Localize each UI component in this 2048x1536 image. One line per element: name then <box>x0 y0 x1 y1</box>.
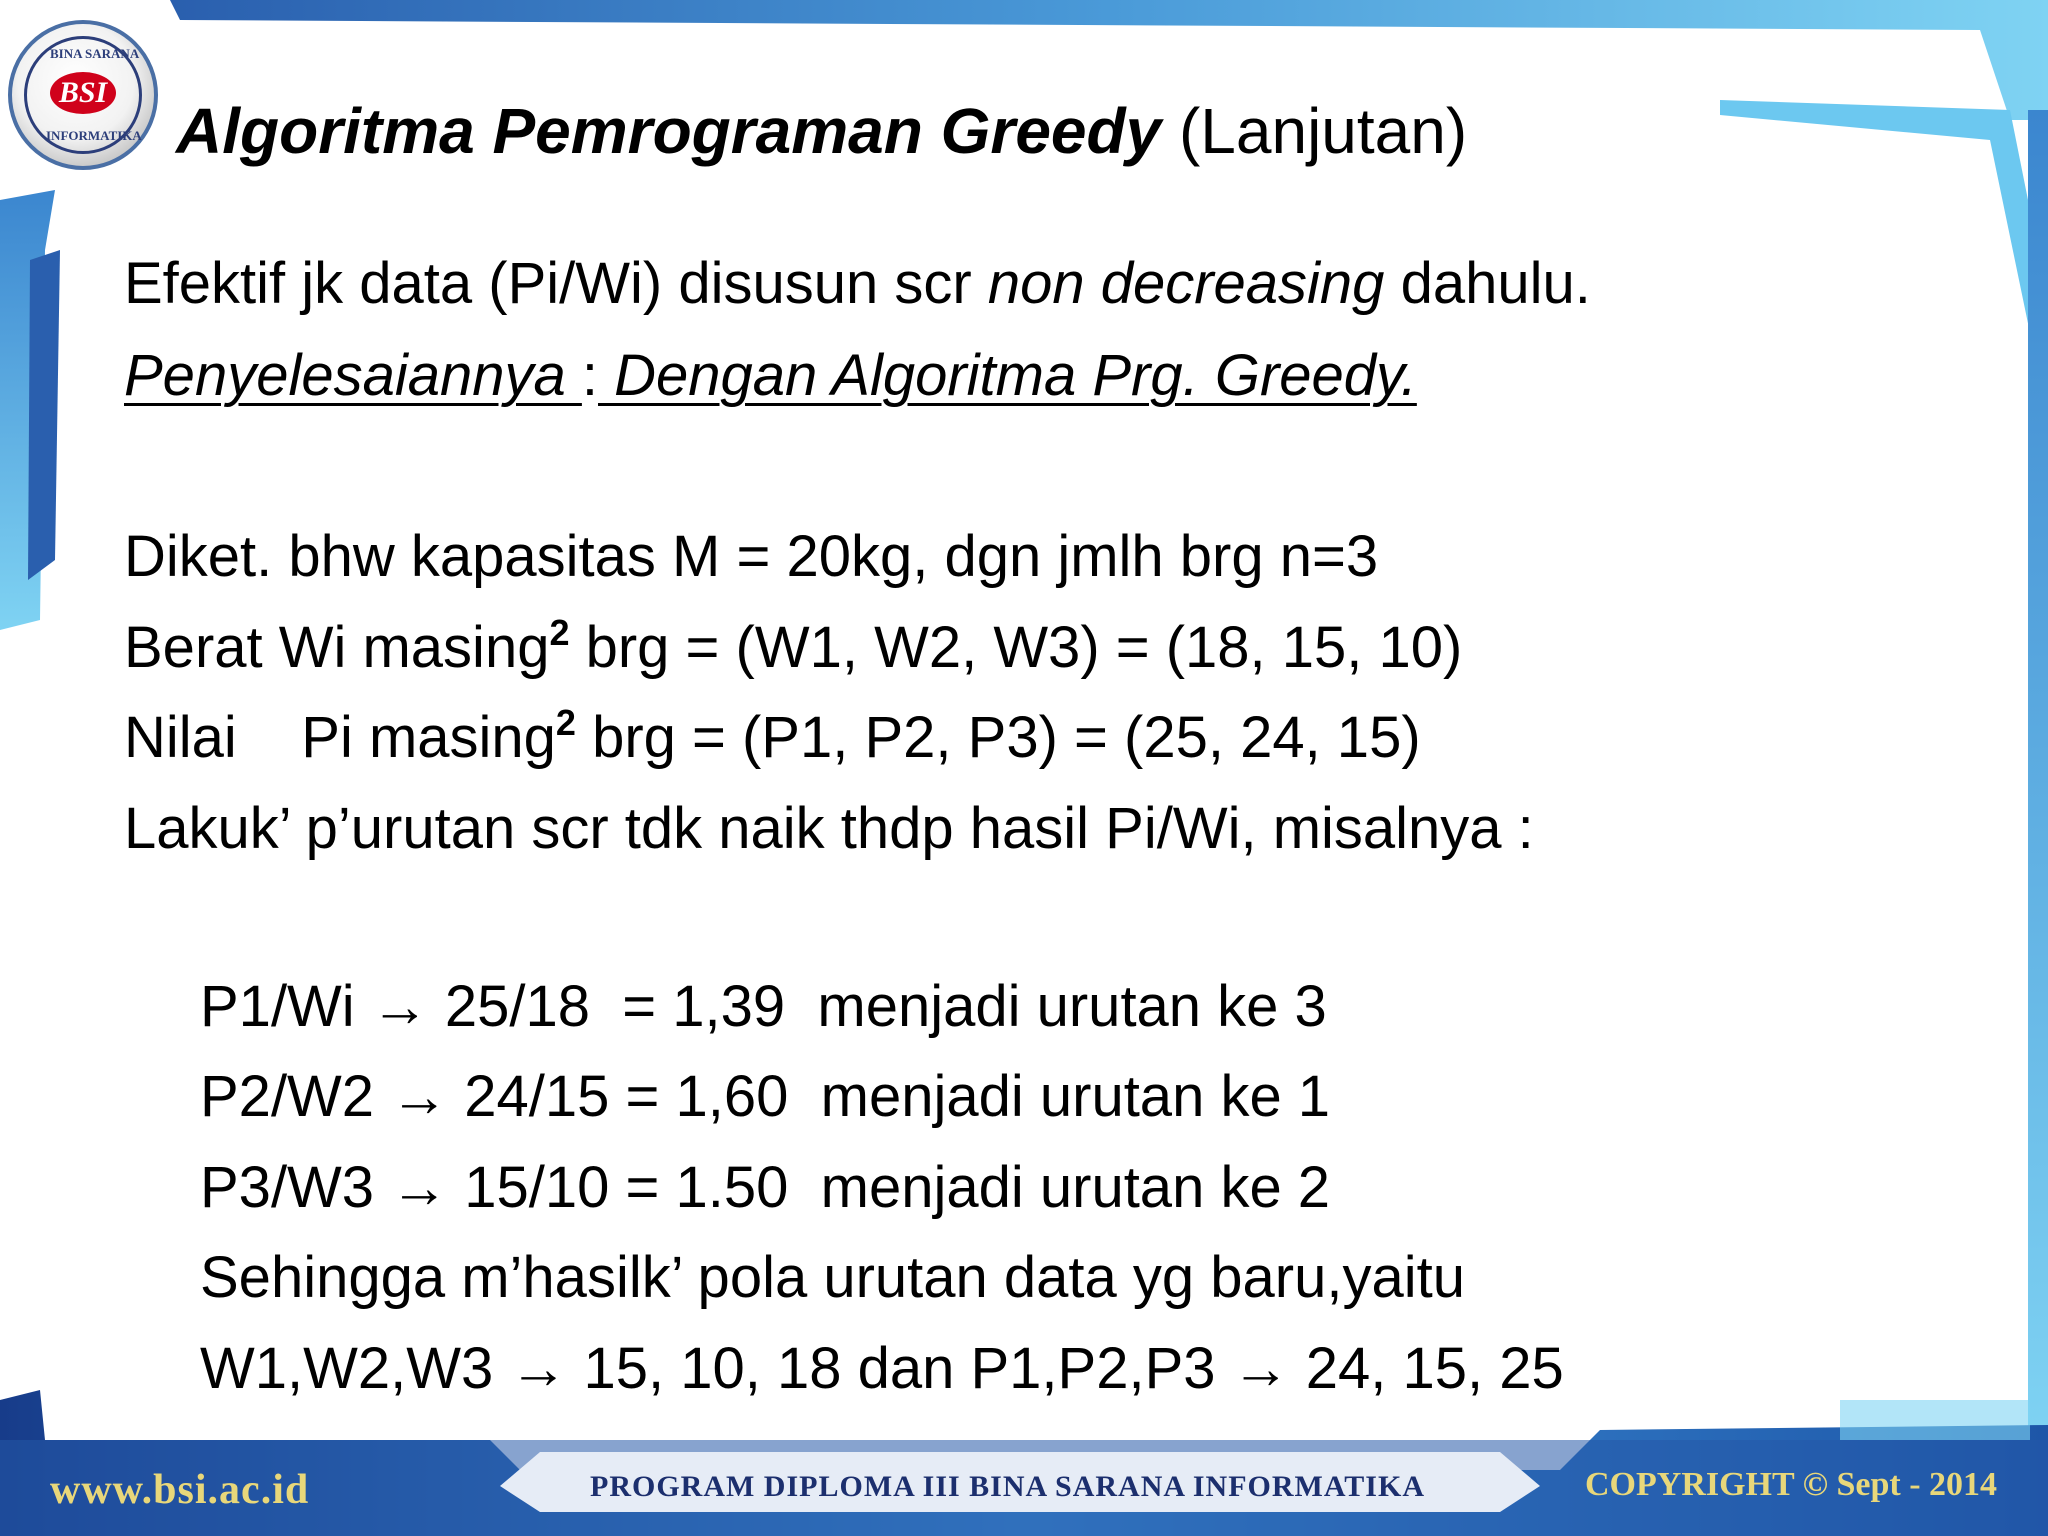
line-2-method: Dengan Algoritma Prg. Greedy. <box>598 343 1417 408</box>
body-line-5 <box>124 698 1421 778</box>
body-line-9: P3/W3 → 15/10 = 1.50 menjadi urutan ke 2 <box>200 1155 1331 1220</box>
line-5-a: Nilai Pi masing <box>124 705 556 770</box>
body-line-10: Sehingga m’hasilk’ pola urutan data yg baru,yaitu <box>200 1245 1465 1310</box>
line-5-sup: 2 <box>555 702 576 743</box>
line-4-a: Berat Wi masing <box>124 615 550 680</box>
line-1-c: dahulu. <box>1384 251 1591 316</box>
line-1-italic: non decreasing <box>987 251 1385 316</box>
body-line-1 <box>124 244 1591 324</box>
body-line-8: P2/W2 → 24/15 = 1,60 menjadi urutan ke 1 <box>200 1064 1331 1129</box>
body-line-11: W1,W2,W3 → 15, 10, 18 dan P1,P2,P3 → 24, 15, 25 <box>200 1336 1564 1401</box>
footer-website: www.bsi.ac.id <box>50 1467 310 1513</box>
line-1-a: Efektif jk data (Pi/Wi) disusun scr <box>124 251 988 316</box>
logo-mark: BSI <box>50 72 116 114</box>
bsi-logo <box>8 20 158 170</box>
slide-title <box>176 86 1467 176</box>
logo-ring-text-top: BINA SARANA <box>50 46 140 61</box>
line-2-colon: : <box>581 343 599 408</box>
line-2-label: Penyelesaiannya <box>124 343 582 408</box>
line-4-b: brg = (W1, W2, W3) = (18, 15, 10) <box>569 615 1463 680</box>
body-line-7: P1/Wi → 25/18 = 1,39 menjadi urutan ke 3 <box>200 974 1327 1039</box>
line-4-sup: 2 <box>549 612 570 653</box>
title-sub: (Lanjutan) <box>1178 95 1468 167</box>
body-line-6: Lakuk’ p’urutan scr tdk naik thdp hasil Pi/Wi, misalnya : <box>124 796 1534 861</box>
footer-program: PROGRAM DIPLOMA III BINA SARANA INFORMATIKA <box>590 1470 1425 1503</box>
body-line-4 <box>124 608 1462 688</box>
body-line-3: Diket. bhw kapasitas M = 20kg, dgn jmlh brg n=3 <box>124 524 1379 589</box>
title-main: Algoritma Pemrograman Greedy <box>176 95 1162 167</box>
footer-copyright: COPYRIGHT © Sept - 2014 <box>1585 1466 1998 1503</box>
body-line-2 <box>124 336 1417 416</box>
line-5-b: brg = (P1, P2, P3) = (25, 24, 15) <box>575 705 1421 770</box>
logo-ring-text-bottom: INFORMATIKA <box>46 128 142 143</box>
